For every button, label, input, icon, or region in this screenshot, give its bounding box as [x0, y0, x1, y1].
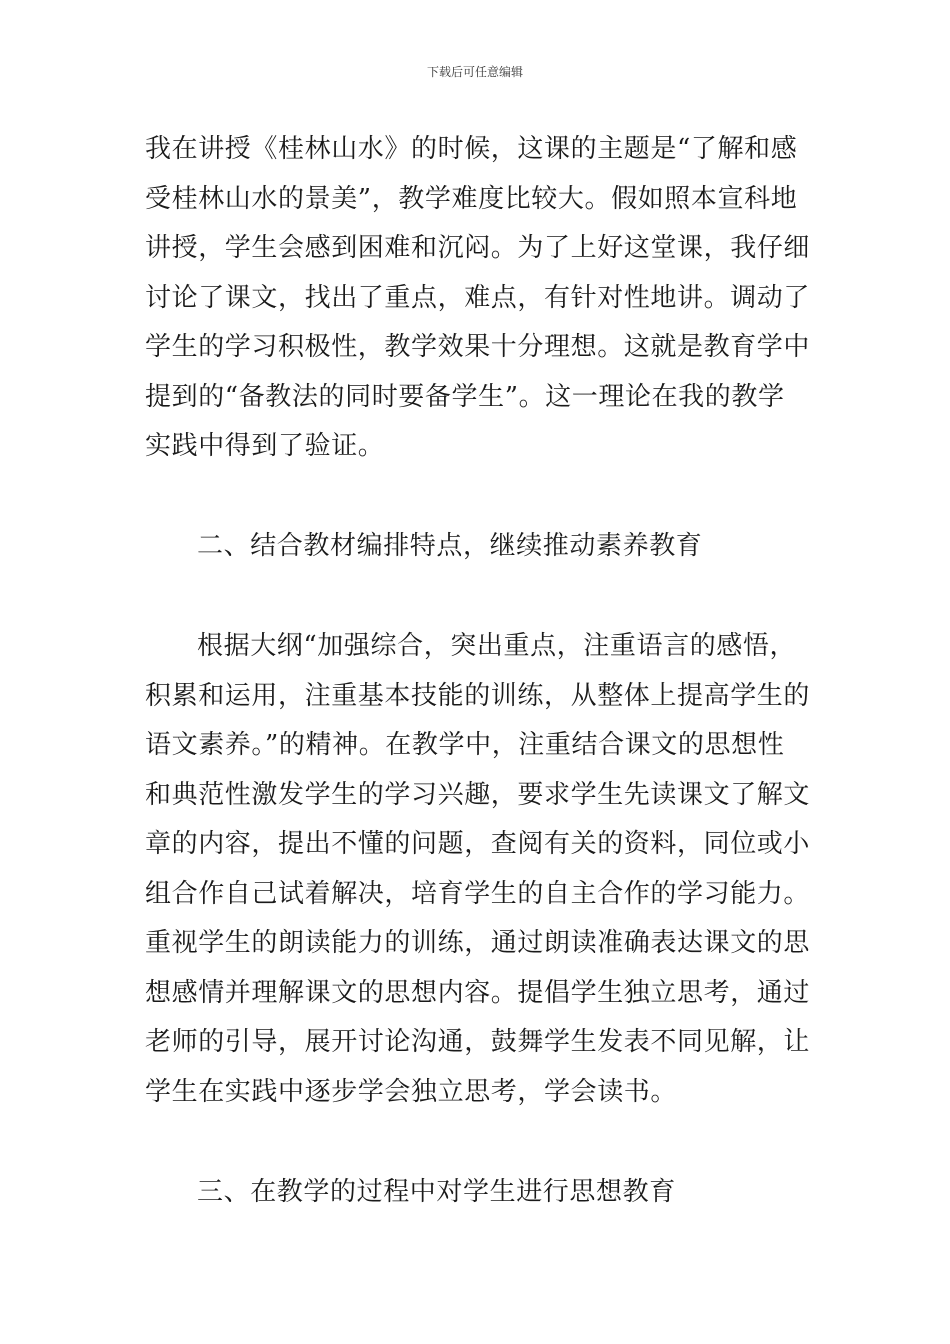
text-line: 实践中得到了验证。 [145, 431, 385, 461]
text-line: 和典范性激发学生的学习兴趣，要求学生先读课文了解文 [145, 779, 811, 810]
section-heading-2 [145, 522, 810, 572]
heading-text: 三、在教学的过程中对学生进行思想教育 [197, 1177, 676, 1207]
text-line: 想感情并理解课文的思想内容。提倡学生独立思考，通过 [145, 977, 811, 1008]
text-line: 学生在实践中逐步学会独立思考，学会读书。 [145, 1076, 678, 1107]
text-line: 积累和运用，注重基本技能的训练，从整体上提高学生的 [145, 680, 811, 711]
text-line: 语文素养。”的精神。在教学中，注重结合课文的思想性 [145, 730, 785, 760]
text-line: 讲授，学生会感到困难和沉闷。为了上好这堂课，我仔细 [145, 233, 811, 263]
text-line: 讨论了课文，找出了重点，难点，有针对性地讲。调动了 [145, 282, 811, 313]
section-heading-3 [145, 1168, 810, 1218]
text-line: 提到的“备教法的同时要备学生”。这一理论在我的教学 [145, 381, 785, 412]
text-line: 老师的引导，展开讨论沟通，鼓舞学生发表不同见解，让 [145, 1027, 811, 1057]
heading-text: 二、结合教材编排特点，继续推动素养教育 [197, 531, 703, 561]
text-line: 章的内容，提出不懂的问题，查阅有关的资料，同位或小 [145, 829, 811, 859]
text-line: 组合作自己试着解决，培育学生的自主合作的学习能力。 [145, 878, 811, 909]
paragraph-syllabus [145, 622, 810, 1117]
text-line: 受桂林山水的景美”，教学难度比较大。假如照本宣科地 [145, 183, 798, 214]
text-line: 重视学生的朗读能力的训练，通过朗读准确表达课文的思 [145, 928, 811, 958]
text-line: 我在讲授《桂林山水》的时候，这课的主题是“了解和感 [145, 134, 798, 164]
paragraph-guilin-lesson [145, 125, 810, 472]
page-header: 下载后可任意编辑 [426, 65, 523, 79]
text-line: 根据大纲“加强综合，突出重点，注重语言的感悟， [197, 631, 797, 661]
text-line: 学生的学习积极性，教学效果十分理想。这就是教育学中 [145, 332, 811, 362]
